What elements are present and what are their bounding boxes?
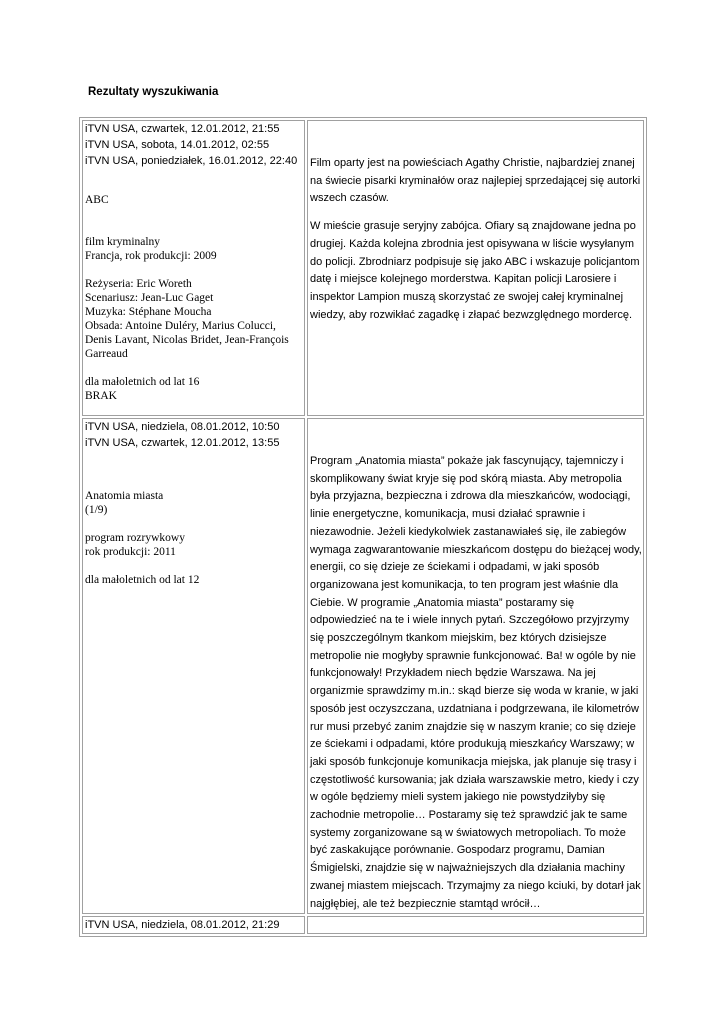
results-table bbox=[79, 117, 647, 937]
program-info-cell bbox=[82, 916, 305, 934]
program-description-cell bbox=[307, 120, 644, 416]
age-rating: dla małoletnich od lat 12 bbox=[85, 574, 200, 586]
program-title: ABC bbox=[85, 194, 109, 206]
program-extra: BRAK bbox=[85, 390, 117, 402]
table-row bbox=[82, 120, 644, 416]
crew-director: Reżyseria: Eric Woreth bbox=[85, 278, 192, 290]
table-row bbox=[82, 418, 644, 914]
schedule-entry: iTVN USA, niedziela, 08.01.2012, 10:50 bbox=[85, 421, 280, 433]
program-genre: program rozrywkowy bbox=[85, 532, 185, 544]
schedule-entry: iTVN USA, czwartek, 12.01.2012, 21:55 bbox=[85, 123, 280, 135]
age-rating: dla małoletnich od lat 16 bbox=[85, 376, 200, 388]
program-production: rok produkcji: 2011 bbox=[85, 546, 176, 558]
crew-cast: Obsada: Antoine Duléry, Marius Colucci, Denis Lavant, Nicolas Bridet, Jean-François Garreaud bbox=[85, 320, 289, 360]
program-production: Francja, rok produkcji: 2009 bbox=[85, 250, 217, 262]
table-row bbox=[82, 916, 644, 934]
page-title: Rezultaty wyszukiwania bbox=[88, 86, 219, 98]
program-description-cell bbox=[307, 418, 644, 914]
schedule-entry: iTVN USA, sobota, 14.01.2012, 02:55 bbox=[85, 139, 270, 151]
schedule-entry: iTVN USA, czwartek, 12.01.2012, 13:55 bbox=[85, 437, 280, 449]
crew-music: Muzyka: Stéphane Moucha bbox=[85, 306, 212, 318]
description-paragraph: W mieście grasuje seryjny zabójca. Ofiary są znajdowane jedna po drugiej. Każda kolejna zbrodnia jest opisywana w liście wysyłanym do policji. Zbrodniarz podpisuje się jako ABC i wskazuje policjantom datę i miejsce kolejnego morderstwa. Kapitan policji Larosiere i inspektor Lampion muszą skorzystać ze swojej całej kryminalnej wiedzy, aby rozwikłać zagadkę i złapać bezwzględnego mordercę. bbox=[310, 220, 640, 321]
program-title: Anatomia miasta bbox=[85, 490, 164, 502]
schedule-entry: iTVN USA, poniedziałek, 16.01.2012, 22:40 bbox=[85, 155, 298, 167]
program-episode: (1/9) bbox=[85, 504, 108, 516]
program-info-cell bbox=[82, 418, 305, 914]
description-paragraph: Program „Anatomia miasta” pokaże jak fascynujący, tajemniczy i skomplikowany świat kryje się pod skórą miasta. Aby metropolia była przyjazna, bezpieczna i zdrowa dla mieszkańców, wodociągi, linie energetyczne, komunikacja, musi działać sprawnie i niezawodnie. Jeżeli kiedykolwiek zastanawiałeś się, ile zabiegów wymaga zagwarantowanie mieszkańcom dostępu do bieżącej wody, energii, co się dzieje ze ściekami i odpadami, w jaki sposób organizowana jest komunikacja, to ten program jest właśnie dla Ciebie. W programie „Anatomia miasta” postaramy się odpowiedzieć na te i wiele innych pytań. Szczegółowo przyjrzymy się poszczególnym tkankom miejskim, bez których dzisiejsze metropolie nie mogłyby sprawnie funkcjonować. Ba! w ogóle by nie funkcjonowały! Przykładem niech będzie Warszawa. Na jej organizmie sprawdzimy m.in.: skąd bierze się woda w kranie, w jaki sposób jest oczyszczana, uzdatniana i podgrzewana, ile kilometrów rur musi przebyć zanim znajdzie się w naszym kranie; co się dzieje ze ściekami i odpadami, które produkują mieszkańcy Warszawy; w jaki sposób funkcjonuje komunikacja miejska, jak planuje się trasy i częstotliwość kursowania; jak działa warszawskie metro, kiedy i czy w ogóle będziemy mieli system jakiego nie powstydziłyby się zachodnie metropolie… Postaramy się też sprawdzić jak te same systemy zorganizowane są w światowych metropoliach. To może być zaskakujące porównanie. Gospodarz programu, Damian Śmigielski, znajdzie się w najważniejszych dla działania machiny zwanej miastem miejscach. Trzymajmy za niego kciuki, by dotarł jak najgłębiej, ale też bezpiecznie stamtąd wrócił… bbox=[310, 455, 642, 910]
crew-screenplay: Scenariusz: Jean-Luc Gaget bbox=[85, 292, 214, 304]
program-description-cell bbox=[307, 916, 644, 934]
description-paragraph: Film oparty jest na powieściach Agathy Christie, najbardziej znanej na świecie pisarki kryminałów oraz najlepiej sprzedającej się autorki wszech czasów. bbox=[310, 157, 641, 205]
program-genre: film kryminalny bbox=[85, 236, 161, 248]
schedule-entry: iTVN USA, niedziela, 08.01.2012, 21:29 bbox=[85, 919, 280, 932]
program-info-cell bbox=[82, 120, 305, 416]
